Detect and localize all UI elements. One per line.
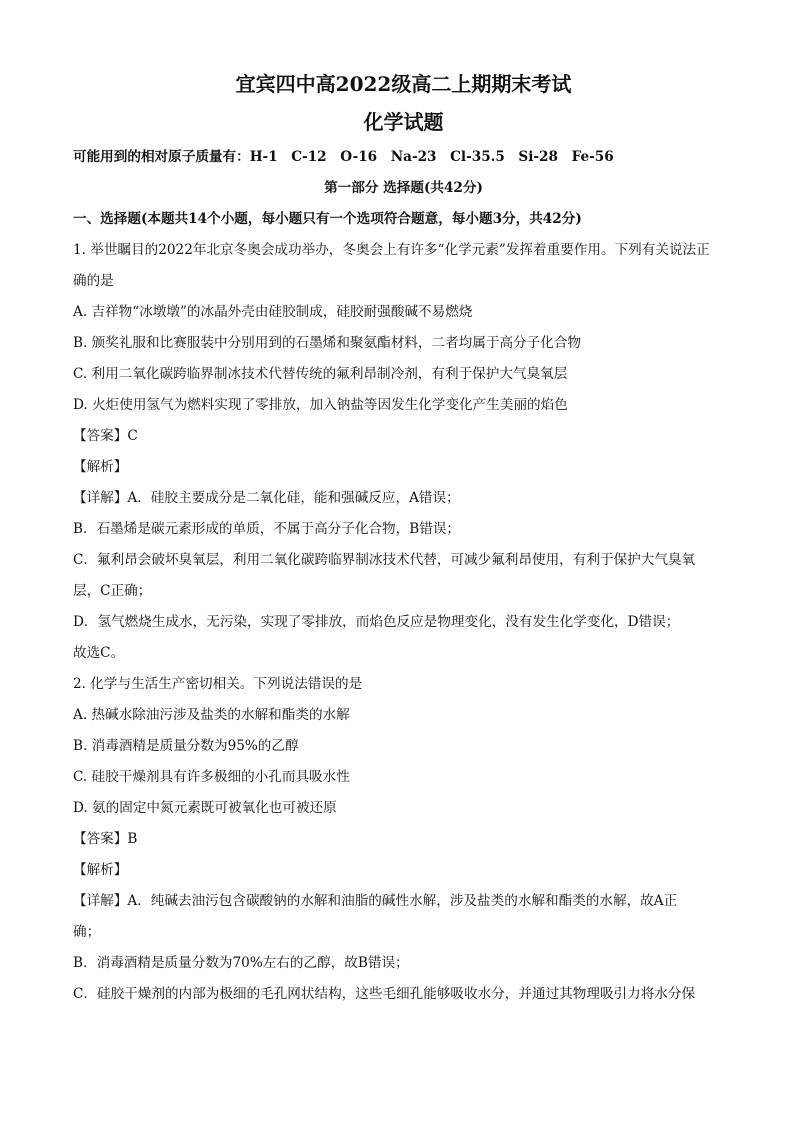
question-stem-line: 2. 化学与生活生产密切相关。下列说法错误的是 [73, 676, 363, 692]
analysis-label: 【解析】 [73, 459, 128, 475]
detail-line: B．消毒酒精是质量分数为70%左右的乙醇，故B错误； [73, 955, 409, 971]
detail-line: 【详解】A．纯碱去油污包含碳酸钠的水解和油脂的碱性水解，涉及盐类的水解和酯类的水解，故A正 [73, 893, 678, 909]
option-d: D. 氨的固定中氮元素既可被氧化也可被还原 [73, 800, 337, 816]
exam-title: 宜宾四中高2022级高二上期期末考试 [235, 72, 572, 96]
detail-line: C．氟利昂会破坏臭氧层，利用二氧化碳跨临界制冰技术代替，可减少氟利昂使用，有利于保护大气臭氧 [73, 552, 696, 568]
detail-line: D．氢气燃烧生成水，无污染，实现了零排放，而焰色反应是物理变化，没有发生化学变化，D错误； [73, 614, 680, 630]
detail-line: 【详解】A．硅胶主要成分是二氧化硅，能和强碱反应，A错误； [73, 490, 460, 506]
option-a: A. 热碱水除油污涉及盐类的水解和酯类的水解 [73, 707, 350, 723]
option-b: B. 消毒酒精是质量分数为95%的乙醇 [73, 738, 299, 754]
analysis-label: 【解析】 [73, 862, 128, 878]
option-d: D. 火炬使用氢气为燃料实现了零排放，加入钠盐等因发生化学变化产生美丽的焰色 [73, 397, 568, 413]
question-stem-line: 确的是 [73, 273, 114, 289]
atomic-masses-line: 可能用到的相对原子质量有：H-1 C-12 O-16 Na-23 Cl-35.5 Si-28 Fe-56 [73, 149, 614, 165]
answer-line: 【答案】C [73, 428, 138, 444]
option-c: C. 利用二氧化碳跨临界制冰技术代替传统的氟利昂制冷剂，有利于保护大气臭氧层 [73, 366, 568, 382]
question-1 [73, 235, 734, 669]
detail-line: 层，C正确； [73, 583, 152, 599]
detail-line: B．石墨烯是碳元素形成的单质，不属于高分子化合物，B错误； [73, 521, 461, 537]
question-stem-line: 1. 举世瞩目的2022年北京冬奥会成功举办，冬奥会上有许多“化学元素”发挥着重要作用。下列有关说法正 [73, 242, 710, 258]
detail-line: 故选C。 [73, 645, 125, 661]
exam-subtitle: 化学试题 [363, 110, 444, 134]
detail-line: 确； [73, 924, 101, 940]
option-b: B. 颁奖礼服和比赛服装中分别用到的石墨烯和聚氨酯材料，二者均属于高分子化合物 [73, 335, 582, 351]
detail-line: C．硅胶干燥剂的内部为极细的毛孔网状结构，这些毛细孔能够吸收水分，并通过其物理吸引力将水分保 [73, 986, 696, 1002]
question-2 [73, 669, 734, 1010]
answer-line: 【答案】B [73, 831, 138, 847]
part-heading: 第一部分 选择题(共42分) [324, 180, 483, 196]
option-c: C. 硅胶干燥剂具有许多极细的小孔而具吸水性 [73, 769, 350, 785]
option-a: A. 吉祥物“冰墩墩”的冰晶外壳由硅胶制成，硅胶耐强酸碱不易燃烧 [73, 304, 473, 320]
section-heading: 一、选择题(本题共14个小题，每小题只有一个选项符合题意，每小题3分，共42分) [73, 211, 582, 227]
